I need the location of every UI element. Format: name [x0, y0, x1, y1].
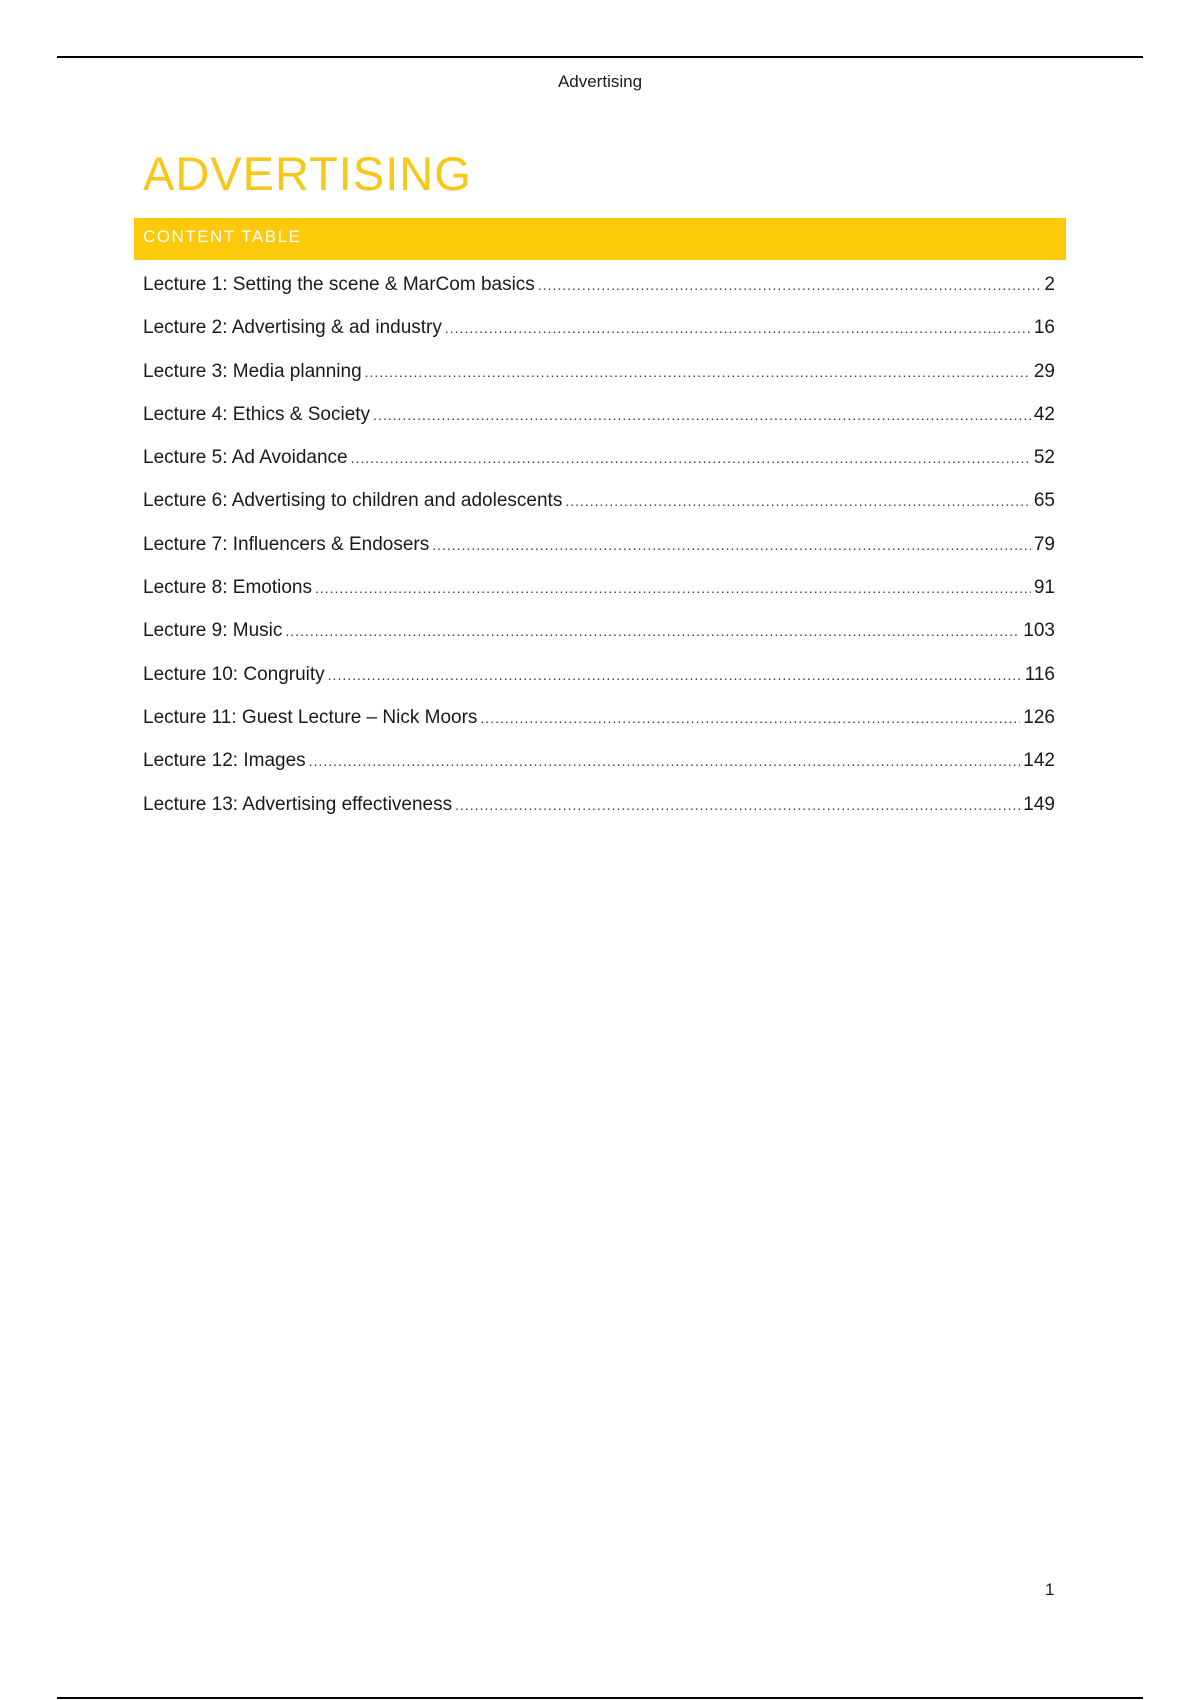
toc-entry[interactable]	[143, 704, 1055, 747]
toc-entry-title: Lecture 7: Influencers & Endosers	[143, 533, 430, 555]
toc-entry[interactable]	[143, 358, 1055, 401]
running-header: Advertising	[557, 72, 643, 91]
toc-entry-page: 2	[1044, 274, 1055, 295]
toc-entry-title: Lecture 6: Advertising to children and adolescents	[143, 490, 563, 512]
toc-dot-leader	[365, 358, 1031, 386]
page-number: 1	[1045, 1580, 1055, 1599]
toc-entry-page: 126	[1023, 706, 1055, 728]
toc-entry[interactable]	[143, 401, 1055, 444]
toc-dot-leader	[351, 444, 1031, 472]
toc-entry-page: 91	[1033, 577, 1055, 599]
content-table-heading-band	[134, 218, 1066, 260]
header-rule	[57, 56, 1143, 58]
toc-entry-page: 103	[1023, 620, 1055, 642]
toc-entry[interactable]	[143, 661, 1055, 704]
toc-dot-leader	[373, 401, 1031, 429]
toc-entry-title: Lecture 11: Guest Lecture – Nick Moors	[143, 706, 478, 728]
toc-entry-page: 16	[1033, 317, 1055, 339]
toc-dot-leader	[455, 791, 1020, 819]
toc-entry[interactable]	[143, 747, 1055, 790]
toc-entry[interactable]	[143, 444, 1055, 487]
toc-entry-page: 65	[1033, 490, 1055, 512]
table-of-contents	[143, 271, 1055, 834]
toc-entry-title: Lecture 10: Congruity	[143, 663, 325, 685]
toc-dot-leader	[565, 487, 1031, 515]
toc-entry-title: Lecture 9: Music	[143, 620, 283, 642]
toc-entry-title: Lecture 4: Ethics & Society	[143, 403, 371, 425]
toc-entry-title: Lecture 12: Images	[143, 750, 306, 772]
toc-dot-leader	[328, 661, 1022, 689]
toc-entry-page: 79	[1033, 533, 1055, 555]
toc-entry[interactable]	[143, 574, 1055, 617]
toc-entry[interactable]	[143, 617, 1055, 660]
toc-entry-title: Lecture 3: Media planning	[143, 360, 362, 382]
document-title: ADVERTISING	[143, 147, 472, 200]
toc-dot-leader	[538, 271, 1042, 299]
toc-dot-leader	[445, 314, 1031, 342]
toc-entry[interactable]	[143, 271, 1055, 314]
toc-entry-title: Lecture 13: Advertising effectiveness	[143, 793, 453, 815]
content-table-heading: CONTENT TABLE	[143, 227, 302, 246]
toc-entry[interactable]	[143, 531, 1055, 574]
toc-entry[interactable]	[143, 791, 1055, 834]
toc-entry-page: 149	[1023, 793, 1055, 815]
footer-rule	[57, 1697, 1143, 1699]
toc-entry[interactable]	[143, 487, 1055, 530]
toc-entry-page: 42	[1033, 403, 1055, 425]
toc-dot-leader	[309, 747, 1021, 775]
toc-entry-title: Lecture 1: Setting the scene & MarCom basics	[143, 274, 535, 295]
toc-entry-title: Lecture 2: Advertising & ad industry	[143, 317, 442, 339]
toc-entry-title: Lecture 8: Emotions	[143, 577, 312, 599]
toc-entry[interactable]	[143, 314, 1055, 357]
toc-entry-title: Lecture 5: Ad Avoidance	[143, 447, 348, 469]
toc-dot-leader	[432, 531, 1031, 559]
toc-entry-page: 52	[1033, 447, 1055, 469]
toc-dot-leader	[480, 704, 1020, 732]
toc-entry-page: 29	[1033, 360, 1055, 382]
toc-entry-page: 142	[1023, 750, 1055, 772]
toc-dot-leader	[315, 574, 1031, 602]
toc-entry-page: 116	[1024, 663, 1055, 685]
toc-dot-leader	[285, 617, 1020, 645]
